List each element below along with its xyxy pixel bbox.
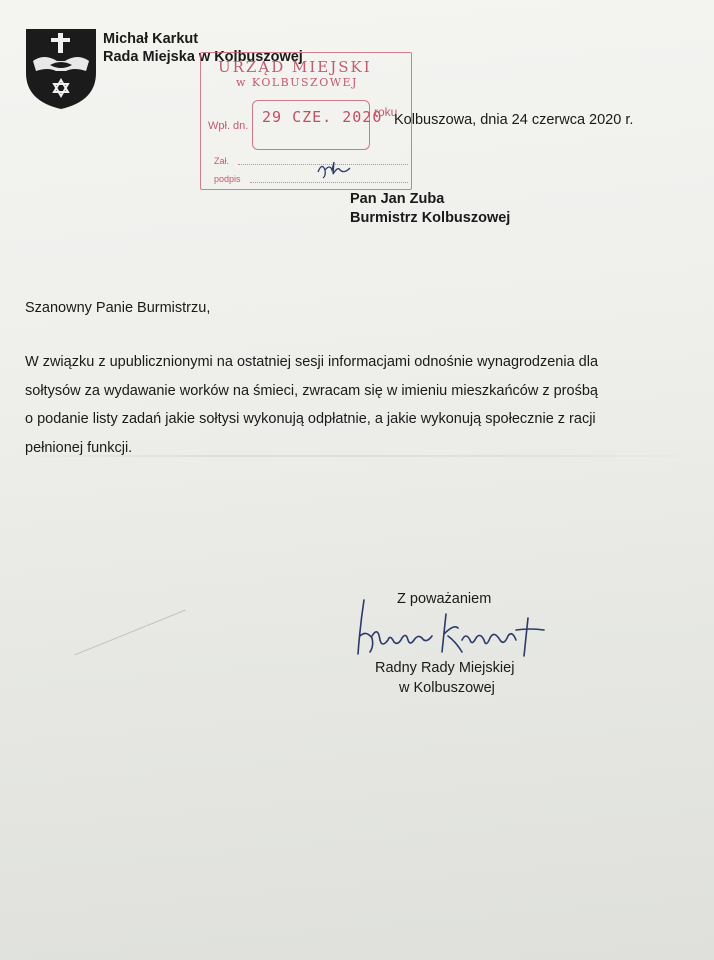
stamp-town: w KOLBUSZOWEJ (236, 76, 358, 89)
stamp-signature-label: podpis (214, 174, 241, 184)
body-line: pełnionej funkcji. (25, 439, 133, 456)
stamp-date: 29 CZE. 2020 (262, 108, 383, 126)
recipient-name: Pan Jan Zuba (350, 191, 445, 207)
body-line: sołtysów za wydawanie worków na śmieci, zwracam się w imieniu mieszkańców z prośbą (25, 382, 598, 399)
body-line: W związku z upublicznionymi na ostatniej sesji informacjami odnośnie wynagrodzenia dla (25, 354, 599, 370)
sender-name: Michał Karkut (103, 31, 199, 47)
stamp-initials-signature (316, 158, 356, 180)
handwritten-signature (350, 596, 565, 666)
stamp-office: URZĄD MIEJSKI (218, 58, 372, 76)
salutation: Szanowny Panie Burmistrzu, (25, 300, 211, 316)
stamp-received-label: Wpł. dn. (208, 120, 249, 132)
stamp-attachment-label: Zał. (214, 156, 230, 166)
stamp-signature-line (250, 182, 408, 183)
sender-council: Rada Miejska w Kolbuszowej (103, 49, 303, 65)
paper-crease (74, 610, 186, 656)
receipt-stamp (200, 52, 412, 190)
coat-of-arms-icon (24, 27, 98, 111)
signatory-title-line1: Radny Rady Miejskiej (375, 660, 515, 676)
recipient-block (350, 190, 510, 228)
place-and-date: Kolbuszowa, dnia 24 czerwca 2020 r. (394, 112, 634, 128)
letter-body (25, 348, 675, 462)
signatory-title-line2: w Kolbuszowej (399, 680, 495, 696)
stamp-year-label: roku (374, 105, 398, 119)
closing-phrase: Z poważaniem (397, 591, 492, 607)
recipient-title: Burmistrz Kolbuszowej (350, 210, 511, 226)
body-line: o podanie listy zadań jakie sołtysi wykonują odpłatnie, a jakie wykonują społecznie z racji (25, 411, 596, 427)
